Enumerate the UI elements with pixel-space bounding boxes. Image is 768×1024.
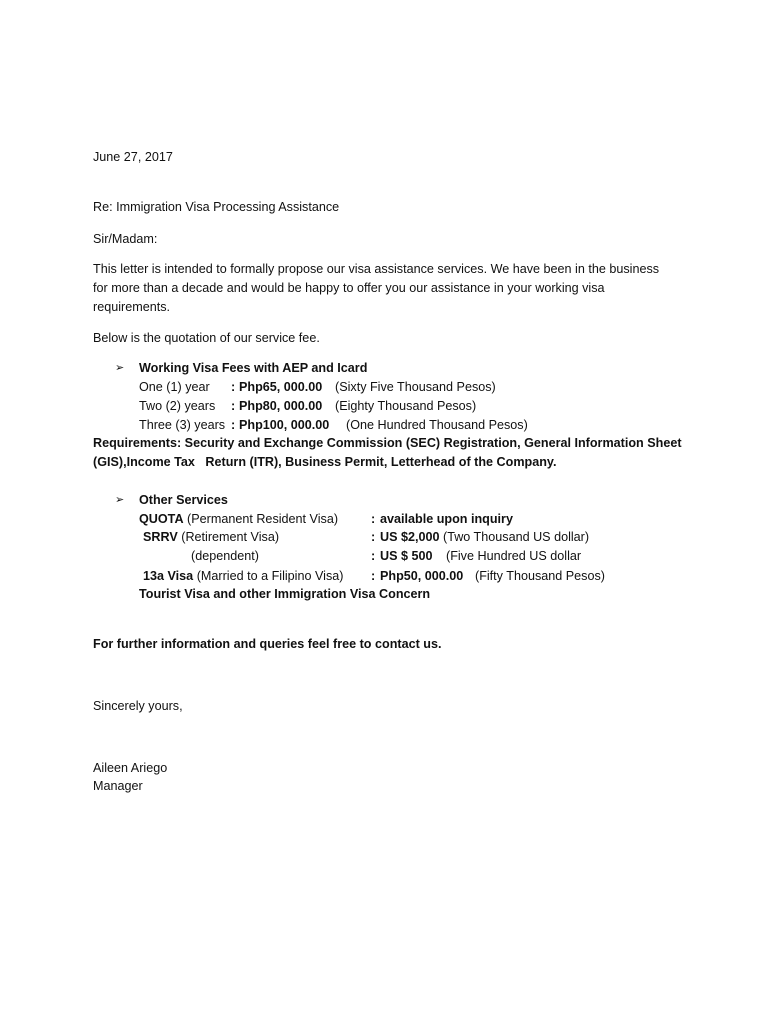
service-value-words: (Fifty Thousand Pesos) xyxy=(475,569,605,583)
service-separator: : xyxy=(371,549,376,563)
service-name-bold: 13a Visa xyxy=(143,569,194,583)
fee-words: (Eighty Thousand Pesos) xyxy=(335,399,477,413)
fee-separator: : xyxy=(231,399,236,413)
closing-info: For further information and queries feel free to contact us. xyxy=(93,637,442,651)
service-separator: : xyxy=(371,512,376,526)
service-name xyxy=(139,511,338,527)
letter-salutation: Sir/Madam: xyxy=(93,232,158,246)
service-name xyxy=(143,568,343,584)
fee-price: Php80, 000.00 xyxy=(239,399,323,413)
fee-price: Php100, 000.00 xyxy=(239,418,330,432)
service-name-rest: (Retirement Visa) xyxy=(177,530,280,544)
fee-term: Two (2) years xyxy=(139,399,216,413)
requirements-line: Requirements: Security and Exchange Commission (SEC) Registration, General Information Sheet xyxy=(93,436,682,450)
fee-separator: : xyxy=(231,418,236,432)
fee-words: (Sixty Five Thousand Pesos) xyxy=(335,380,496,394)
arrow-bullet-icon: ➢ xyxy=(115,494,125,506)
signer-title: Manager xyxy=(93,779,143,793)
working-visa-heading: Working Visa Fees with AEP and Icard xyxy=(139,361,368,375)
quotation-intro: Below is the quotation of our service fee. xyxy=(93,331,320,345)
service-name-bold: QUOTA xyxy=(139,512,184,526)
sign-off: Sincerely yours, xyxy=(93,699,183,713)
service-value: available upon inquiry xyxy=(380,512,513,526)
fee-term: One (1) year xyxy=(139,380,210,394)
service-value: US $ 500 xyxy=(380,549,433,563)
intro-line: requirements. xyxy=(93,300,170,314)
tourist-visa-line: Tourist Visa and other Immigration Visa Concern xyxy=(139,587,431,601)
signer-name: Aileen Ariego xyxy=(93,761,168,775)
fee-term: Three (3) years xyxy=(139,418,226,432)
other-services-heading: Other Services xyxy=(139,493,228,507)
service-value-words: (Five Hundred US dollar xyxy=(446,549,582,563)
service-name xyxy=(191,548,259,564)
service-name-rest: (Married to a Filipino Visa) xyxy=(193,569,344,583)
intro-line: for more than a decade and would be happy to offer you our assistance in your working visa xyxy=(93,281,605,295)
fee-words: (One Hundred Thousand Pesos) xyxy=(346,418,528,432)
intro-line: This letter is intended to formally propose our visa assistance services. We have been in the business xyxy=(93,262,660,276)
service-value-words: (Two Thousand US dollar) xyxy=(443,530,590,544)
letter-date: June 27, 2017 xyxy=(93,150,173,164)
fee-separator: : xyxy=(231,380,236,394)
service-separator: : xyxy=(371,530,376,544)
service-name-bold: SRRV xyxy=(143,530,178,544)
requirements-line: (GIS),Income Tax Return (ITR), Business Permit, Letterhead of the Company. xyxy=(93,455,557,469)
fee-price: Php65, 000.00 xyxy=(239,380,323,394)
arrow-bullet-icon: ➢ xyxy=(115,362,125,374)
service-separator: : xyxy=(371,569,376,583)
service-name-rest: (dependent) xyxy=(191,549,259,563)
service-value: Php50, 000.00 xyxy=(380,569,464,583)
service-name xyxy=(143,529,279,545)
service-value: US $2,000 xyxy=(380,530,440,544)
letter-subject: Re: Immigration Visa Processing Assistance xyxy=(93,200,340,214)
service-name-rest: (Permanent Resident Visa) xyxy=(183,512,339,526)
